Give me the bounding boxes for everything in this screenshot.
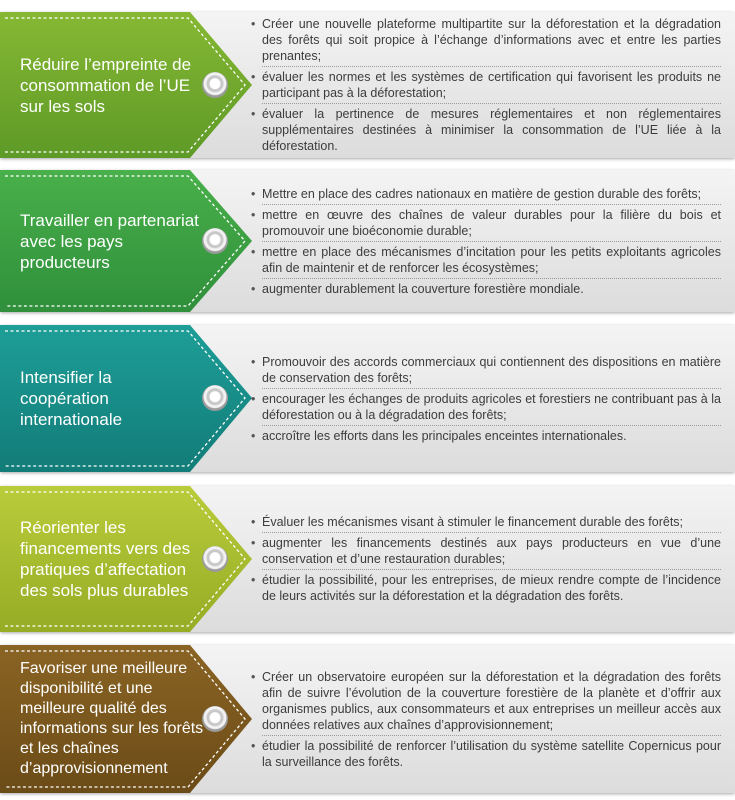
section-title: Réorienter les financements vers des pratiques d’affectation des sols plus durables [20, 518, 191, 600]
list-item: • Promouvoir des accords commerciaux qui contiennent des dispositions en matière de conservation des forêts; [262, 352, 721, 389]
section-title: Favoriser une meilleure disponibilité et une meilleure qualité des informations sur les forêts et les chaînes d’approvisionnement [20, 660, 204, 777]
section-2 [0, 170, 735, 312]
section-4-tag [0, 486, 255, 632]
bullet-list [262, 170, 721, 312]
list-item: • étudier la possibilité de renforcer l’utilisation du système satellite Copernicus pour la surveillance des forêts. [262, 736, 721, 772]
section-1-tag [0, 12, 255, 158]
ring-icon [202, 228, 228, 254]
list-item: • encourager les échanges de produits agricoles et forestiers ne contribuant pas à la déforestation ou à la dégradation des forêts; [262, 389, 721, 426]
list-item: • évaluer les normes et les systèmes de certification qui favorisent les produits ne participant pas à la déforestation; [262, 67, 721, 104]
ring-icon [202, 72, 228, 98]
list-item: • Créer un observatoire européen sur la déforestation et la dégradation des forêts afin de suivre l’évolution de la couverture forestière de la planète et d’offrir aux organismes publics, aux consommateurs et aux entreprises un meilleur accès aux données relatives aux chaînes d’approvisionnement; [262, 667, 721, 736]
list-item: • augmenter durablement la couverture forestière mondiale. [262, 279, 721, 299]
ring-icon [202, 546, 228, 572]
list-item: • Créer une nouvelle plateforme multipartite sur la déforestation et la dégradation des forêts qui soit propice à l’échange d’informations avec et entre les parties prenantes; [262, 14, 721, 67]
bullet-list [262, 486, 721, 632]
section-5-tag [0, 645, 255, 793]
list-item: • augmenter les financements destinés aux pays producteurs en vue d’une conservation et d’une restauration durables; [262, 533, 721, 570]
section-title: Travailler en partenariat avec les pays producteurs [20, 210, 199, 272]
list-item: • Évaluer les mécanismes visant à stimuler le financement durable des forêts; [262, 512, 721, 533]
bullet-list [262, 645, 721, 793]
list-item: • accroître les efforts dans les principales enceintes internationales. [262, 426, 721, 446]
bullet-list [262, 12, 721, 158]
ring-icon [202, 385, 228, 411]
section-3 [0, 325, 735, 472]
list-item: • mettre en place des mécanismes d’incitation pour les petits exploitants agricoles afin de maintenir et de renforcer les écosystèmes; [262, 242, 721, 279]
list-item: • Mettre en place des cadres nationaux en matière de gestion durable des forêts; [262, 184, 721, 205]
list-item: • évaluer la pertinence de mesures réglementaires et non réglementaires supplémentaires destinées à minimiser la consommation de l’UE liée à la déforestation. [262, 104, 721, 156]
section-1 [0, 12, 735, 158]
list-item: • étudier la possibilité, pour les entreprises, de mieux rendre compte de l’incidence de leurs activités sur la déforestation et la dégradation des forêts. [262, 570, 721, 606]
bullet-list [262, 325, 721, 472]
section-title: Intensifier la coopération internationale [20, 368, 123, 429]
section-title: Réduire l’empreinte de consommation de l’UE sur les sols [20, 54, 192, 116]
section-4 [0, 486, 735, 632]
section-5 [0, 645, 735, 793]
ring-icon [202, 706, 228, 732]
section-2-tag [0, 170, 255, 312]
list-item: • mettre en œuvre des chaînes de valeur durables pour la filière du bois et promouvoir une bioéconomie durable; [262, 205, 721, 242]
section-3-tag [0, 325, 255, 472]
